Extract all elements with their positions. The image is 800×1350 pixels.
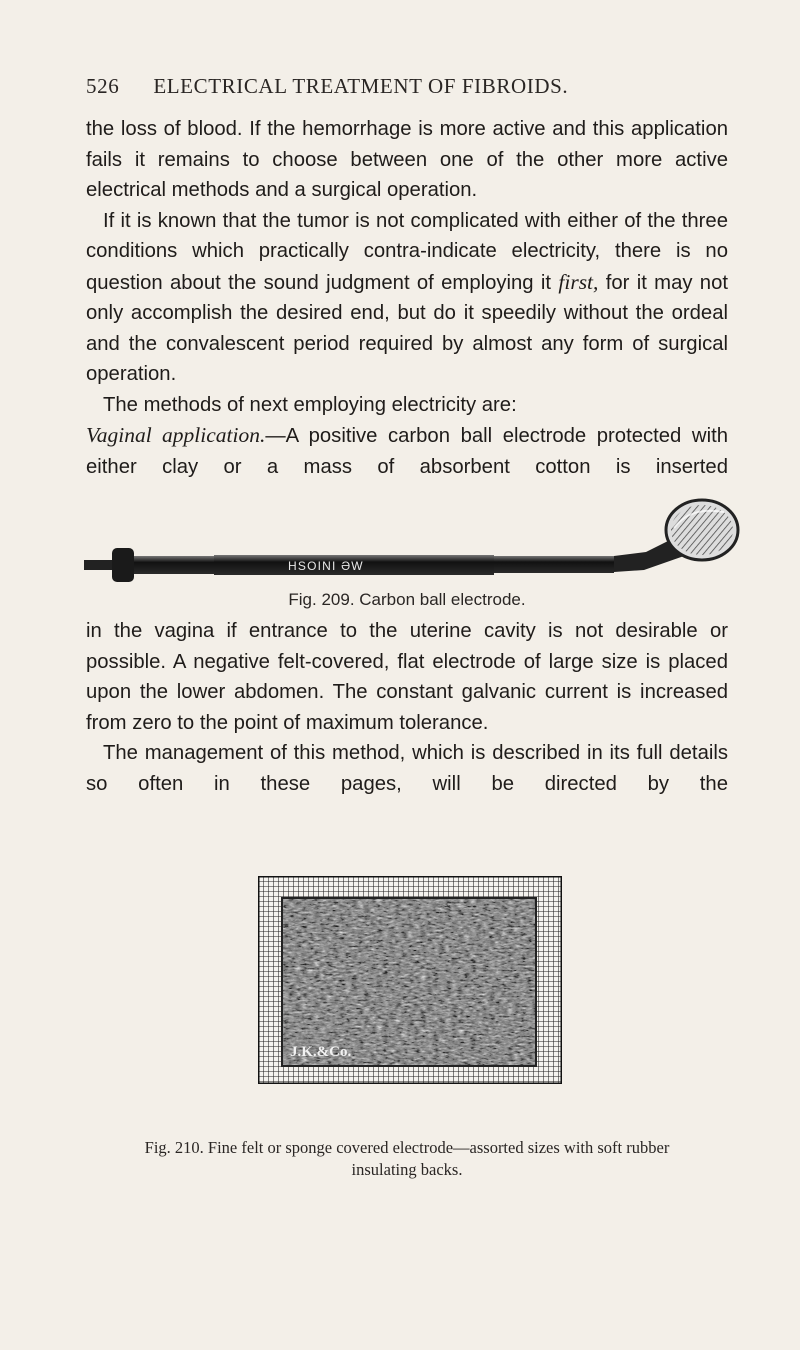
running-head [86,74,646,99]
figure-209-caption: Fig. 209. Carbon ball electrode. [288,590,526,609]
paragraph [86,206,728,390]
text-run: —A positive carbon ball electrode protected with either clay or a mass of absorbent cotton is inserted [86,425,728,478]
italic-heading: Vaginal application. [86,423,266,447]
italic-text: first, [558,269,599,294]
text-run: for it may not only accomplish the desired end, but do it speedily without the ordeal and the convalescent period required by almost any form of surgical operation. [86,271,728,385]
carbon-ball-electrode-figure [84,498,746,588]
text-block-upper [86,114,728,482]
caption-line: Fig. 210. Fine felt or sponge covered electrode—assorted sizes with soft rubber [144,1138,670,1157]
paragraph: The management of this method, which is described in its full details so often in these pages, will be directed by the [86,742,728,795]
running-title: ELECTRICAL TREATMENT OF FIBROIDS. [153,74,569,98]
handle-marking: HSOINI ƏW [288,559,364,573]
paragraph [86,420,728,482]
page-number: 526 [86,74,120,98]
felt-electrode-figure [258,876,562,1084]
paragraph: in the vagina if entrance to the uterine cavity is not desirable or possible. A negative felt-covered, flat electrode of large size is placed upon the lower abdomen. The constant galvanic current is increased from zero to the point of maximum tolerance. [86,620,728,734]
maker-mark: J.K.&Co. [290,1044,352,1060]
figure-210-caption [86,1137,728,1181]
text-run: If it is known that the tumor is not complicated with either of the three conditions which practically contra-indicate electricity, there is no question about the sound judgment of employing it [86,209,728,294]
paragraph: the loss of blood. If the hemorrhage is more active and this application fails it remains to choose between one of the other more active electrical methods and a surgical operation. [86,118,728,201]
caption-line: insulating backs. [351,1160,463,1179]
paragraph: The methods of next employing electricity are: [103,393,517,416]
text-block-lower [86,616,728,799]
